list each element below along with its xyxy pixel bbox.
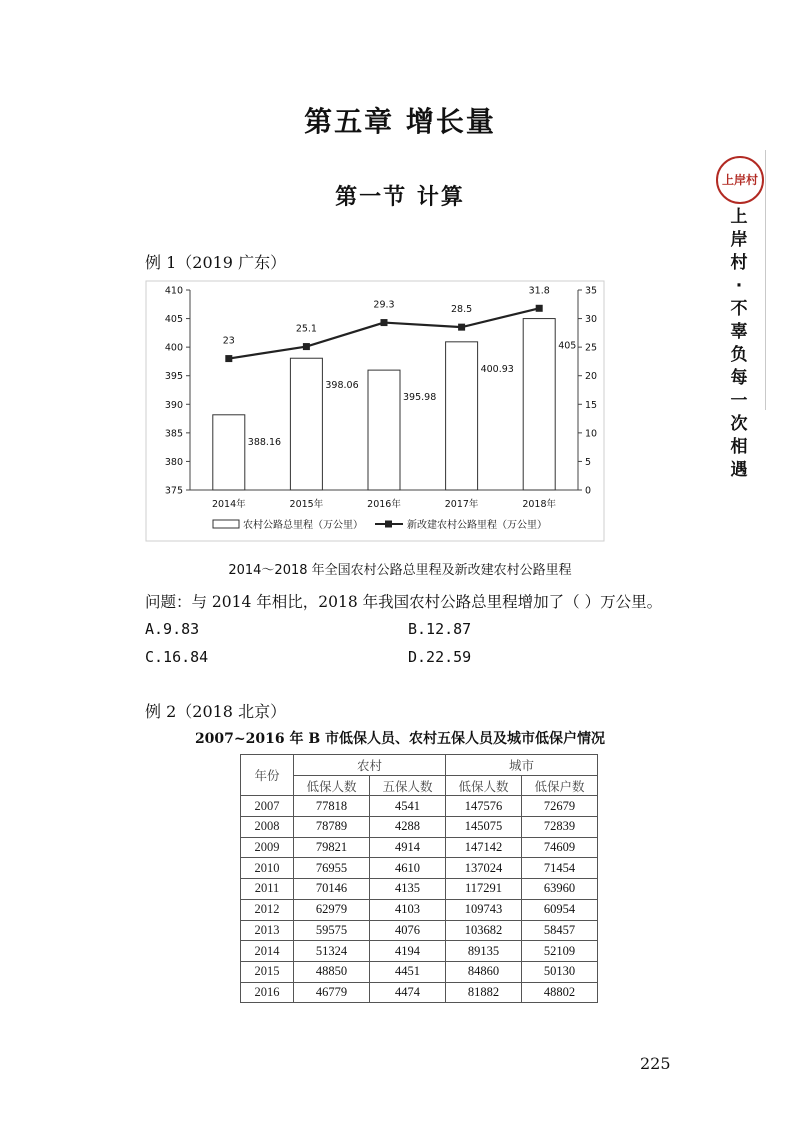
x-tick-label: 2014年 [211,499,246,510]
line-point [381,319,388,326]
table-cell: 4914 [370,837,446,858]
table-cell: 4541 [370,796,446,817]
left-tick-label: 395 [164,371,183,383]
line-point [225,355,232,362]
example-2-label: 例 2（2018 北京） [145,702,287,721]
bar-value-label: 395.98 [403,392,437,404]
header-rural-low-income: 低保人数 [294,775,370,796]
header-urban-low-income: 低保人数 [446,775,522,796]
x-tick-label: 2015年 [289,499,324,510]
right-tick-label: 25 [585,342,598,354]
right-tick-label: 10 [585,428,598,440]
line-point-label: 31.8 [528,285,550,297]
brand-vertical-char: 村 [730,253,748,273]
table-cell-year: 2016 [241,982,294,1003]
x-tick-label: 2017年 [444,499,479,510]
table-cell: 48850 [294,961,370,982]
table-cell: 4135 [370,879,446,900]
table-row [241,941,598,962]
table-cell: 147142 [446,837,522,858]
header-urban: 城市 [446,755,598,776]
right-tick-label: 30 [585,314,598,326]
table-cell: 79821 [294,837,370,858]
bar [446,342,478,490]
example-1-label: 例 1（2019 广东） [145,253,287,272]
table-cell: 77818 [294,796,370,817]
right-tick-label: 15 [585,399,598,411]
line-point-label: 23 [222,335,235,347]
table-cell: 89135 [446,941,522,962]
brand-vertical-char: 不 [730,299,748,319]
legend-bar-label: 农村公路总里程（万公里） [243,520,363,531]
table-cell-year: 2014 [241,941,294,962]
table-cell-year: 2008 [241,817,294,838]
left-tick-label: 380 [164,456,183,468]
table-cell: 70146 [294,879,370,900]
data-table [240,754,598,1003]
line-point-label: 25.1 [295,323,317,335]
header-rural: 农村 [294,755,446,776]
table-row [241,899,598,920]
table-row [241,920,598,941]
table-row [241,858,598,879]
bar-value-label: 405 [558,340,577,352]
table-cell: 109743 [446,899,522,920]
table-cell: 4474 [370,982,446,1003]
brand-vertical-char: · [735,276,743,296]
bar [290,358,322,490]
line-point-label: 28.5 [451,304,473,316]
table-row [241,982,598,1003]
table-cell: 72679 [522,796,598,817]
right-tick-label: 0 [585,485,592,497]
brand-seal-logo: 上岸村 [716,156,764,204]
brand-vertical-char: 每 [730,368,748,388]
option-a: A.9.83 [145,620,200,638]
table-cell: 51324 [294,941,370,962]
table-row [241,796,598,817]
table-cell: 76955 [294,858,370,879]
left-tick-label: 405 [164,314,183,326]
table-cell: 145075 [446,817,522,838]
brand-vertical-char: 一 [730,391,748,411]
table-cell: 4288 [370,817,446,838]
table-cell-year: 2011 [241,879,294,900]
right-tick-labels [578,286,597,497]
option-b: B.12.87 [408,620,472,638]
brand-vertical-char: 岸 [730,230,748,250]
table-cell: 48802 [522,982,598,1003]
table-cell: 4103 [370,899,446,920]
chart-legend [213,518,547,531]
brand-vertical-char: 上 [730,207,748,227]
right-tick-label: 20 [585,371,598,383]
question-text: 问题：与 2014 年相比，2018 年我国农村公路总里程增加了（ ）万公里。 [145,593,663,611]
line-series [223,285,550,362]
left-tick-label: 390 [164,399,183,411]
table-row [241,879,598,900]
table-row [241,961,598,982]
header-rural-five-guarantee: 五保人数 [370,775,446,796]
table-row [241,817,598,838]
brand-vertical-char: 次 [730,414,748,434]
table-cell-year: 2013 [241,920,294,941]
table-cell: 4076 [370,920,446,941]
table-cell: 84860 [446,961,522,982]
bar-series [213,319,577,490]
table-row [241,837,598,858]
table-cell: 59575 [294,920,370,941]
chapter-title: 第五章 增长量 [304,105,496,138]
table-cell-year: 2010 [241,858,294,879]
table-cell: 72839 [522,817,598,838]
table-cell: 62979 [294,899,370,920]
right-tick-label: 5 [585,456,592,468]
brand-vertical-text [728,206,750,482]
left-tick-label: 400 [164,342,183,354]
option-d: D.22.59 [408,648,472,666]
table-title: 2007~2016 年 B 市低保人员、农村五保人员及城市低保户情况 [194,731,606,747]
left-tick-label: 385 [164,428,183,440]
legend-bar-swatch [213,520,239,528]
table-cell: 103682 [446,920,522,941]
line-point-label: 29.3 [373,299,395,311]
table-cell-year: 2009 [241,837,294,858]
brand-vertical-char: 辜 [730,322,748,342]
legend-line-label: 新改建农村公路里程（万公里） [407,520,547,531]
table-cell: 63960 [522,879,598,900]
table-cell: 60954 [522,899,598,920]
table-cell: 52109 [522,941,598,962]
right-tick-label: 35 [585,285,598,297]
header-year: 年份 [241,755,294,796]
table-cell: 137024 [446,858,522,879]
left-tick-labels [165,286,190,497]
bar-value-label: 388.16 [247,436,282,448]
option-c: C.16.84 [145,648,209,666]
chart-rural-roads [145,280,605,542]
line-point [458,324,465,331]
bar [523,319,555,490]
left-tick-label: 375 [164,485,183,497]
chart-caption: 2014～2018 年全国农村公路总里程及新改建农村公路里程 [228,563,572,578]
table-cell: 78789 [294,817,370,838]
side-divider [765,150,766,410]
table-cell-year: 2015 [241,961,294,982]
table-cell: 50130 [522,961,598,982]
header-urban-households: 低保户数 [522,775,598,796]
bar-value-label: 400.93 [480,363,514,375]
table-cell: 58457 [522,920,598,941]
table-cell: 71454 [522,858,598,879]
table-cell: 117291 [446,879,522,900]
x-tick-labels [212,498,557,510]
table-cell: 147576 [446,796,522,817]
series-line [229,308,539,358]
x-tick-label: 2016年 [367,499,401,510]
table-cell: 4451 [370,961,446,982]
bar-value-label: 398.06 [325,380,359,392]
line-point [536,305,543,312]
table-cell: 4610 [370,858,446,879]
table-cell: 74609 [522,837,598,858]
bar [213,415,245,490]
table-cell-year: 2007 [241,796,294,817]
table-cell: 4194 [370,941,446,962]
section-title: 第一节 计算 [335,184,465,210]
left-tick-label: 410 [164,285,183,297]
x-tick-label: 2018年 [522,499,557,510]
table-cell: 46779 [294,982,370,1003]
line-point [303,343,310,350]
bar [368,370,400,490]
brand-vertical-char: 相 [730,437,748,457]
table-cell-year: 2012 [241,899,294,920]
table-cell: 81882 [446,982,522,1003]
page-number: 225 [640,1054,671,1073]
legend-line-marker [385,521,392,528]
brand-vertical-char: 负 [730,345,748,365]
brand-vertical-char: 遇 [730,460,748,480]
